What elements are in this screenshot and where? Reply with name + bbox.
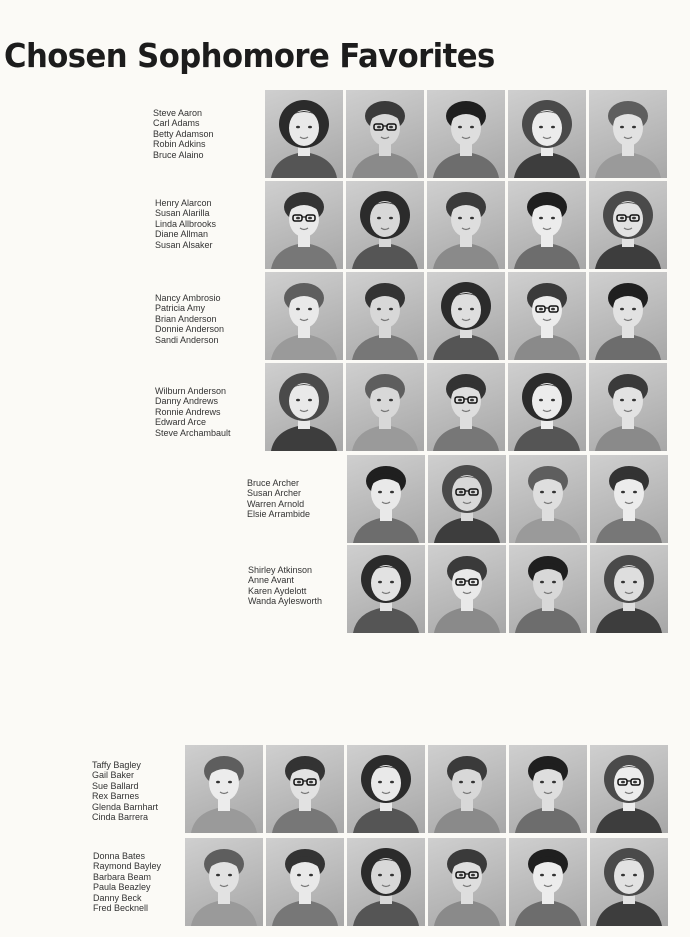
student-portrait-anne-avant <box>428 545 506 633</box>
student-portrait-paula-beazley <box>428 838 506 926</box>
student-portrait-donna-bates <box>185 838 263 926</box>
student-name: Carl Adams <box>153 118 200 129</box>
student-portrait-donnie-anderson <box>508 272 586 360</box>
student-name: Susan Archer <box>247 488 302 499</box>
student-name: Diane Allman <box>155 229 209 240</box>
student-name: Wanda Aylesworth <box>248 596 323 607</box>
student-portrait-wanda-aylesworth <box>590 545 668 633</box>
student-name: Susan Alarilla <box>155 208 210 219</box>
student-portrait-edward-arce <box>508 363 586 451</box>
photo-row <box>265 363 670 451</box>
student-name: Linda Allbrooks <box>155 218 217 229</box>
student-portrait-steve-aaron <box>265 90 343 178</box>
name-list <box>155 293 224 345</box>
student-portrait-sue-ballard <box>347 745 425 833</box>
student-name: Rex Barnes <box>92 791 140 802</box>
name-list <box>153 108 214 160</box>
student-portrait-glenda-barnhart <box>509 745 587 833</box>
student-portrait-susan-alarilla <box>346 181 424 269</box>
name-list <box>92 760 158 822</box>
student-portrait-karen-aydelott <box>509 545 587 633</box>
student-name: Patricia Amy <box>155 303 206 314</box>
student-name: Betty Adamson <box>153 128 214 139</box>
student-portrait-barbara-beam <box>347 838 425 926</box>
student-portrait-robin-adkins <box>508 90 586 178</box>
student-name: Elsie Arrambide <box>247 509 311 520</box>
student-name: Susan Alsaker <box>155 239 213 250</box>
student-name: Sandi Anderson <box>155 334 219 345</box>
student-name: Danny Beck <box>93 892 142 903</box>
student-portrait-danny-beck <box>509 838 587 926</box>
student-portrait-susan-archer <box>428 455 506 543</box>
student-name: Donnie Anderson <box>155 324 225 335</box>
student-portrait-gail-baker <box>266 745 344 833</box>
student-portrait-henry-alarcon <box>265 181 343 269</box>
student-portrait-patricia-amy <box>346 272 424 360</box>
student-name: Brian Anderson <box>155 313 217 324</box>
name-list <box>248 565 322 607</box>
student-portrait-raymond-bayley <box>266 838 344 926</box>
student-name: Wilburn Anderson <box>155 386 227 396</box>
student-portrait-brian-anderson <box>427 272 505 360</box>
student-portrait-danny-andrews <box>346 363 424 451</box>
student-name: Steve Archambault <box>155 427 231 438</box>
student-name: Ronnie Andrews <box>155 406 221 417</box>
student-name: Henry Alarcon <box>155 198 212 208</box>
student-name: Fred Becknell <box>93 902 149 913</box>
student-name: Raymond Bayley <box>93 861 162 872</box>
student-portrait-warren-arnold <box>509 455 587 543</box>
student-portrait-bruce-alaino <box>589 90 667 178</box>
student-name: Edward Arce <box>155 417 207 428</box>
student-portrait-diane-allman <box>508 181 586 269</box>
student-portrait-rex-barnes <box>428 745 506 833</box>
name-list <box>93 851 161 913</box>
student-name: Nancy Ambrosio <box>155 293 221 303</box>
student-portrait-linda-allbrooks <box>427 181 505 269</box>
student-name: Bruce Alaino <box>153 149 204 160</box>
photo-row <box>265 90 670 178</box>
student-name: Anne Avant <box>248 575 294 586</box>
student-name: Donna Bates <box>93 851 146 861</box>
student-portrait-nancy-ambrosio <box>265 272 343 360</box>
student-name: Gail Baker <box>92 770 135 781</box>
student-name: Cinda Barrera <box>92 811 149 822</box>
student-portrait-taffy-bagley <box>185 745 263 833</box>
student-portrait-sandi-anderson <box>589 272 667 360</box>
student-portrait-elsie-arrambide <box>590 455 668 543</box>
student-portrait-carl-adams <box>346 90 424 178</box>
student-portrait-susan-alsaker <box>589 181 667 269</box>
student-name: Barbara Beam <box>93 871 152 882</box>
photo-row <box>185 838 671 926</box>
student-name: Paula Beazley <box>93 882 151 893</box>
page-title: Chosen Sophomore Favorites <box>4 36 495 75</box>
photo-row <box>347 455 671 543</box>
student-name: Shirley Atkinson <box>248 565 313 575</box>
student-portrait-wilburn-anderson <box>265 363 343 451</box>
student-portrait-shirley-atkinson <box>347 545 425 633</box>
student-name: Bruce Archer <box>247 478 300 488</box>
student-name: Steve Aaron <box>153 108 203 118</box>
student-portrait-bruce-archer <box>347 455 425 543</box>
photo-row <box>265 181 670 269</box>
student-name: Karen Aydelott <box>248 585 307 596</box>
student-name: Danny Andrews <box>155 396 219 407</box>
photo-row <box>265 272 670 360</box>
student-portrait-fred-becknell <box>590 838 668 926</box>
name-list <box>155 198 216 250</box>
photo-row <box>347 545 671 633</box>
student-name: Warren Arnold <box>247 498 305 509</box>
student-name: Sue Ballard <box>92 780 139 791</box>
student-name: Taffy Bagley <box>92 760 141 770</box>
student-portrait-ronnie-andrews <box>427 363 505 451</box>
student-name: Robin Adkins <box>153 139 206 150</box>
name-list <box>247 478 310 520</box>
photo-row <box>185 745 671 833</box>
student-portrait-steve-archambault <box>589 363 667 451</box>
student-portrait-betty-adamson <box>427 90 505 178</box>
name-list <box>155 386 231 438</box>
student-portrait-cinda-barrera <box>590 745 668 833</box>
student-name: Glenda Barnhart <box>92 801 159 812</box>
